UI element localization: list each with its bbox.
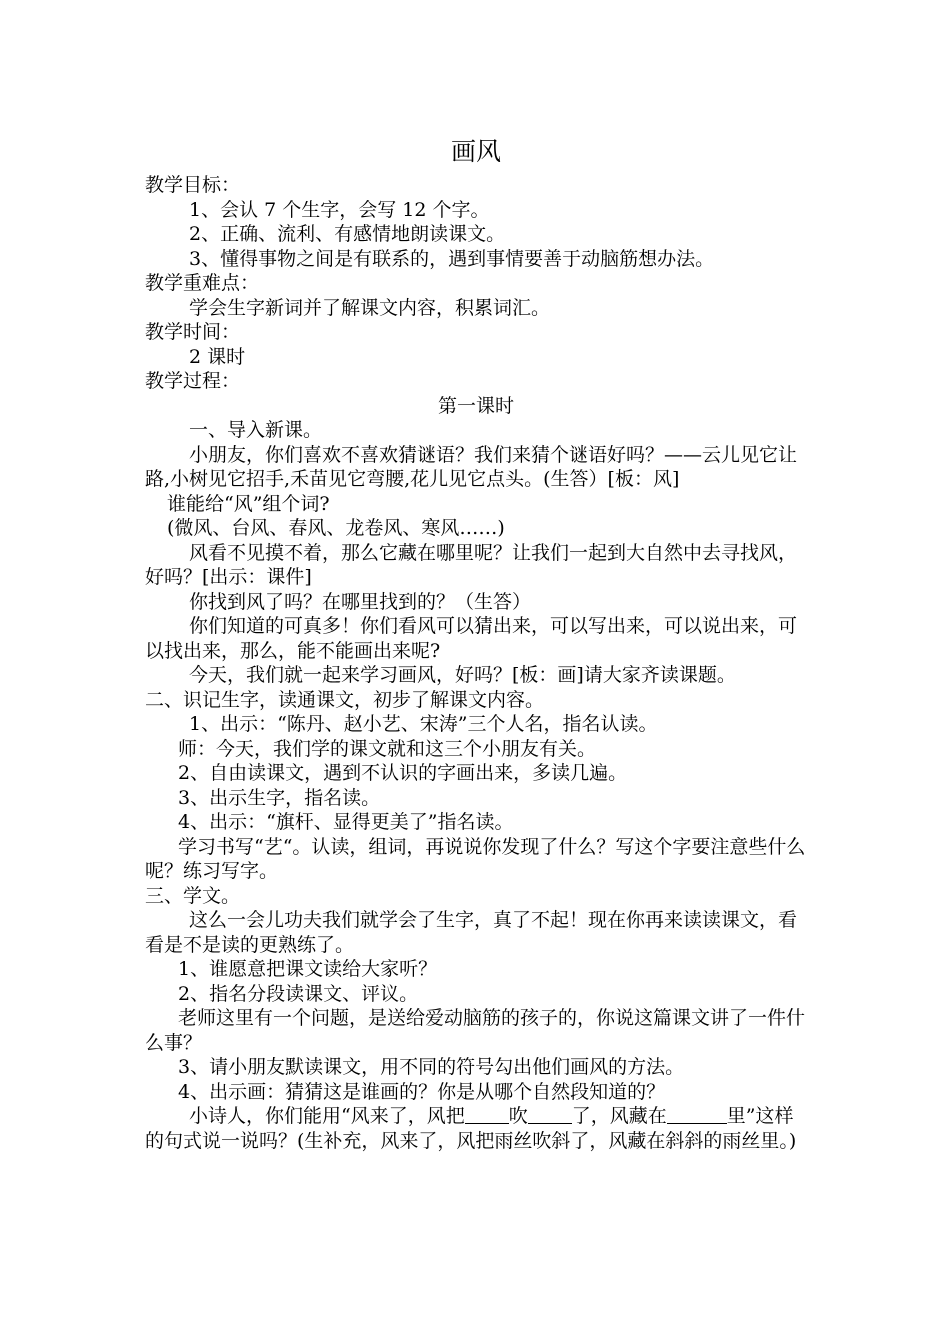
found-wind-paragraph: 你找到风了吗？在哪里找到的？（生答） — [189, 590, 532, 613]
step2-item-4: 4、出示：“旗杆、显得更美了”指名读。 — [178, 811, 514, 833]
poet-text-d: 里”这样的句式说一说吗？(生补充，风来了，风把雨丝吹斜了，风藏在斜斜的雨丝里。) — [145, 1105, 797, 1152]
step3-item-2: 2、指名分段读课文、评议。 — [178, 982, 419, 1005]
find-wind-paragraph: 风看不见摸不着，那么它藏在哪里呢？让我们一起到大自然中去寻找风，好吗？[出示：课件] — [145, 541, 798, 588]
step2-heading: 二、识记生字，读通课文，初步了解课文内容。 — [145, 688, 545, 711]
step3-heading: 三、学文。 — [145, 884, 241, 907]
poet-paragraph — [145, 1104, 807, 1153]
step2-item-3: 3、出示生字，指名读。 — [178, 786, 381, 809]
teacher-line: 师：今天，我们学的课文就和这三个小朋友有关。 — [178, 737, 597, 760]
word-question: 谁能给“风”组个词? — [167, 492, 330, 515]
poet-text-a: 小诗人，你们能用“风来了，风把 — [189, 1105, 465, 1127]
key-points-heading: 教学重难点： — [145, 272, 260, 294]
step2-item-2: 2、自由读课文，遇到不认识的字画出来，多读几遍。 — [178, 762, 628, 784]
process-heading: 教学过程： — [145, 370, 241, 392]
step3-item-4: 4、出示画：猜猜这是谁画的？你是从哪个自然段知道的？ — [178, 1080, 666, 1103]
fill-blank-1 — [465, 1105, 509, 1124]
objective-3: 3、懂得事物之间是有联系的，遇到事情要善于动脑筋想办法。 — [189, 247, 715, 270]
lesson-heading: 第一课时 — [437, 394, 514, 417]
word-list: (微风、台风、春风、龙卷风、寒风……) — [167, 517, 505, 539]
objective-2: 2、正确、流利、有感情地朗读课文。 — [189, 223, 506, 245]
poet-text-b: 吹 — [508, 1105, 528, 1127]
today-paragraph: 今天，我们就一起来学习画风，好吗？[板：画]请大家齐读课题。 — [189, 664, 736, 686]
know-much-paragraph: 你们知道的可真多！你们看风可以猜出来，可以写出来，可以说出来，可以找出来，那么，能不能画出来呢? — [145, 615, 798, 662]
page-title: 画风 — [450, 137, 501, 166]
step3-item-1: 1、谁愿意把课文读给大家听？ — [178, 958, 438, 980]
poet-text-c: 了，风藏在 — [571, 1105, 667, 1127]
objective-1: 1、会认 7 个生字，会写 12 个字。 — [189, 198, 490, 221]
objectives-heading: 教学目标： — [145, 174, 241, 196]
question-paragraph: 老师这里有一个问题，是送给爱动脑筋的孩子的，你说这篇课文讲了一件什么事？ — [145, 1007, 806, 1054]
praise-paragraph: 这么一会儿功夫我们就学会了生字，真了不起！现在你再来读读课文，看看是不是读的更熟练了。 — [145, 909, 798, 956]
document-body — [145, 134, 807, 1153]
key-points: 学会生字新词并了解课文内容，积累词汇。 — [189, 296, 551, 319]
riddle-paragraph: 小朋友，你们喜欢不喜欢猜谜语？我们来猜个谜语好吗？——云儿见它让路,小树见它招手,禾苗见它弯腰,花儿见它点头。(生答）[板：风] — [145, 443, 798, 490]
time-heading: 教学时间： — [145, 321, 241, 343]
write-yi-paragraph: 学习书写“艺“。认读，组词，再说说你发现了什么？写这个字要注意些什么呢？练习写字。 — [145, 835, 806, 882]
fill-blank-3 — [667, 1105, 727, 1124]
step1-heading: 一、导入新课。 — [189, 419, 323, 441]
step2-item-1: 1、出示：“陈丹、赵小艺、宋涛”三个人名，指名认读。 — [189, 713, 658, 735]
time-value: 2 课时 — [189, 345, 246, 368]
step3-item-3: 3、请小朋友默读课文，用不同的符号勾出他们画风的方法。 — [178, 1056, 685, 1078]
fill-blank-2 — [528, 1105, 572, 1124]
